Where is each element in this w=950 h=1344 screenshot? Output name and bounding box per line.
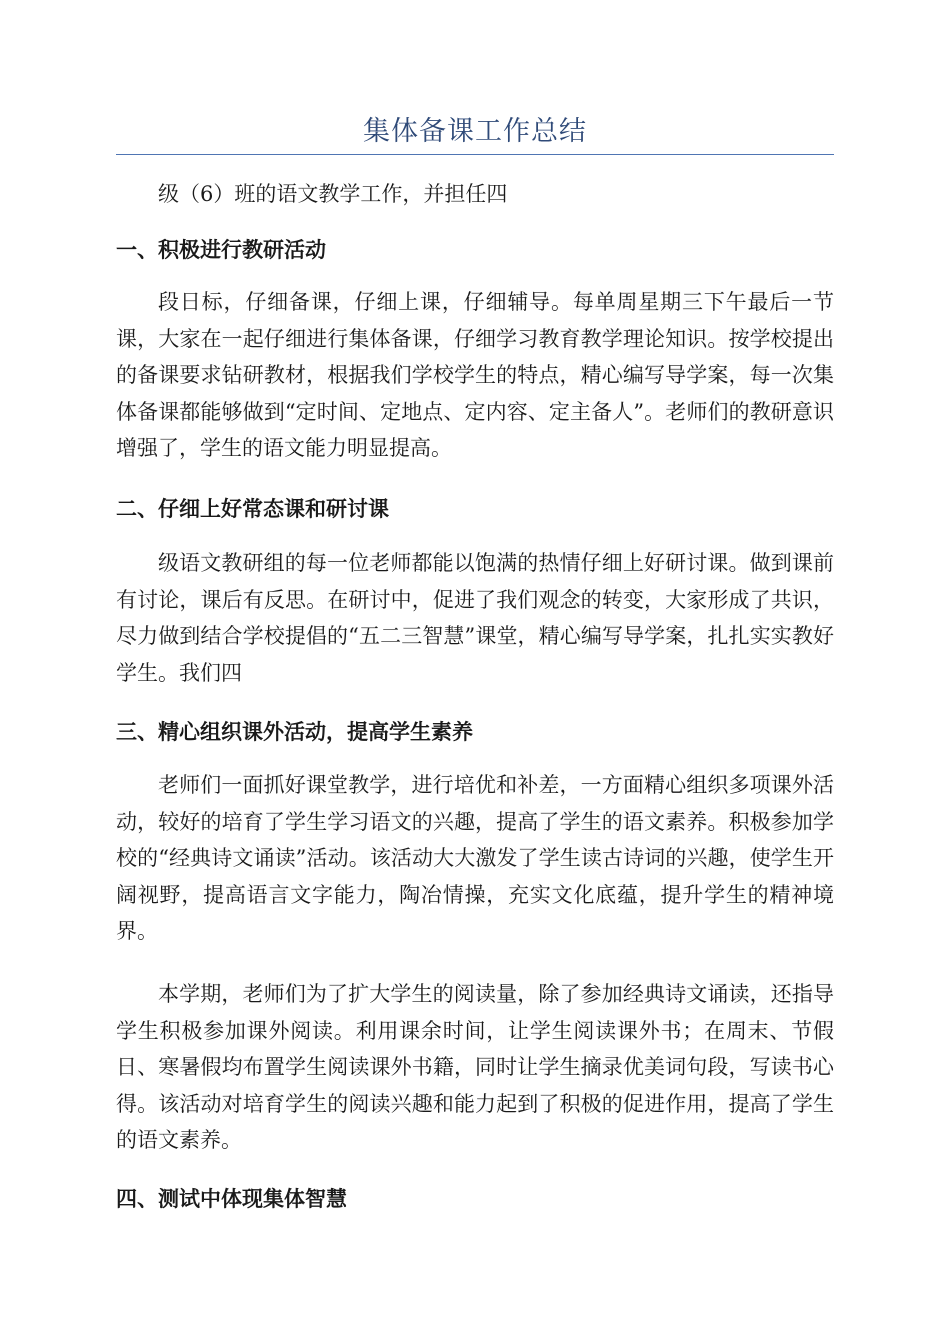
intro-paragraph: 级（6）班的语文教学工作，并担任四 [158,182,508,206]
section-2-paragraph-1: 级语文教研组的每一位老师都能以饱满的热情仔细上好研讨课。做到课前有讨论，课后有反思。在研讨中，促进了我们观念的转变，大家形成了共识，尽力做到结合学校提倡的“五二三智慧”课堂，精心编写导学案，扎扎实实教好学生。我们四 [116,551,834,685]
title-underline [116,154,834,155]
section-3-paragraph-2: 本学期，老师们为了扩大学生的阅读量，除了参加经典诗文诵读，还指导学生积极参加课外阅读。利用课余时间，让学生阅读课外书；在周末、节假日、寒暑假均布置学生阅读课外书籍，同时让学生摘录优美词句段，写读书心得。该活动对培育学生的阅读兴趣和能力起到了积极的促进作用，提高了学生的语文素养。 [116,982,834,1152]
section-4-heading: 四、测试中体现集体智慧 [116,1187,347,1211]
section-3-paragraph-1: 老师们一面抓好课堂教学，进行培优和补差，一方面精心组织多项课外活动，较好的培育了学生学习语文的兴趣，提高了学生的语文素养。积极参加学校的“经典诗文诵读”活动。该活动大大激发了学生读古诗词的兴趣，使学生开阔视野，提高语言文字能力，陶冶情操，充实文化底蕴，提升学生的精神境界。 [116,773,834,943]
document-title: 集体备课工作总结 [363,116,587,147]
section-1-paragraph-1: 段日标，仔细备课，仔细上课，仔细辅导。每单周星期三下午最后一节课，大家在一起仔细进行集体备课，仔细学习教育教学理论知识。按学校提出的备课要求钻研教材，根据我们学校学生的特点，精心编写导学案，每一次集体备课都能够做到“定时间、定地点、定内容、定主备人”。老师们的教研意识增强了，学生的语文能力明显提高。 [116,290,834,460]
section-2-heading: 二、仔细上好常态课和研讨课 [116,497,389,521]
section-3-heading: 三、精心组织课外活动，提高学生素养 [116,720,473,744]
section-1-heading: 一、积极进行教研活动 [116,238,326,262]
